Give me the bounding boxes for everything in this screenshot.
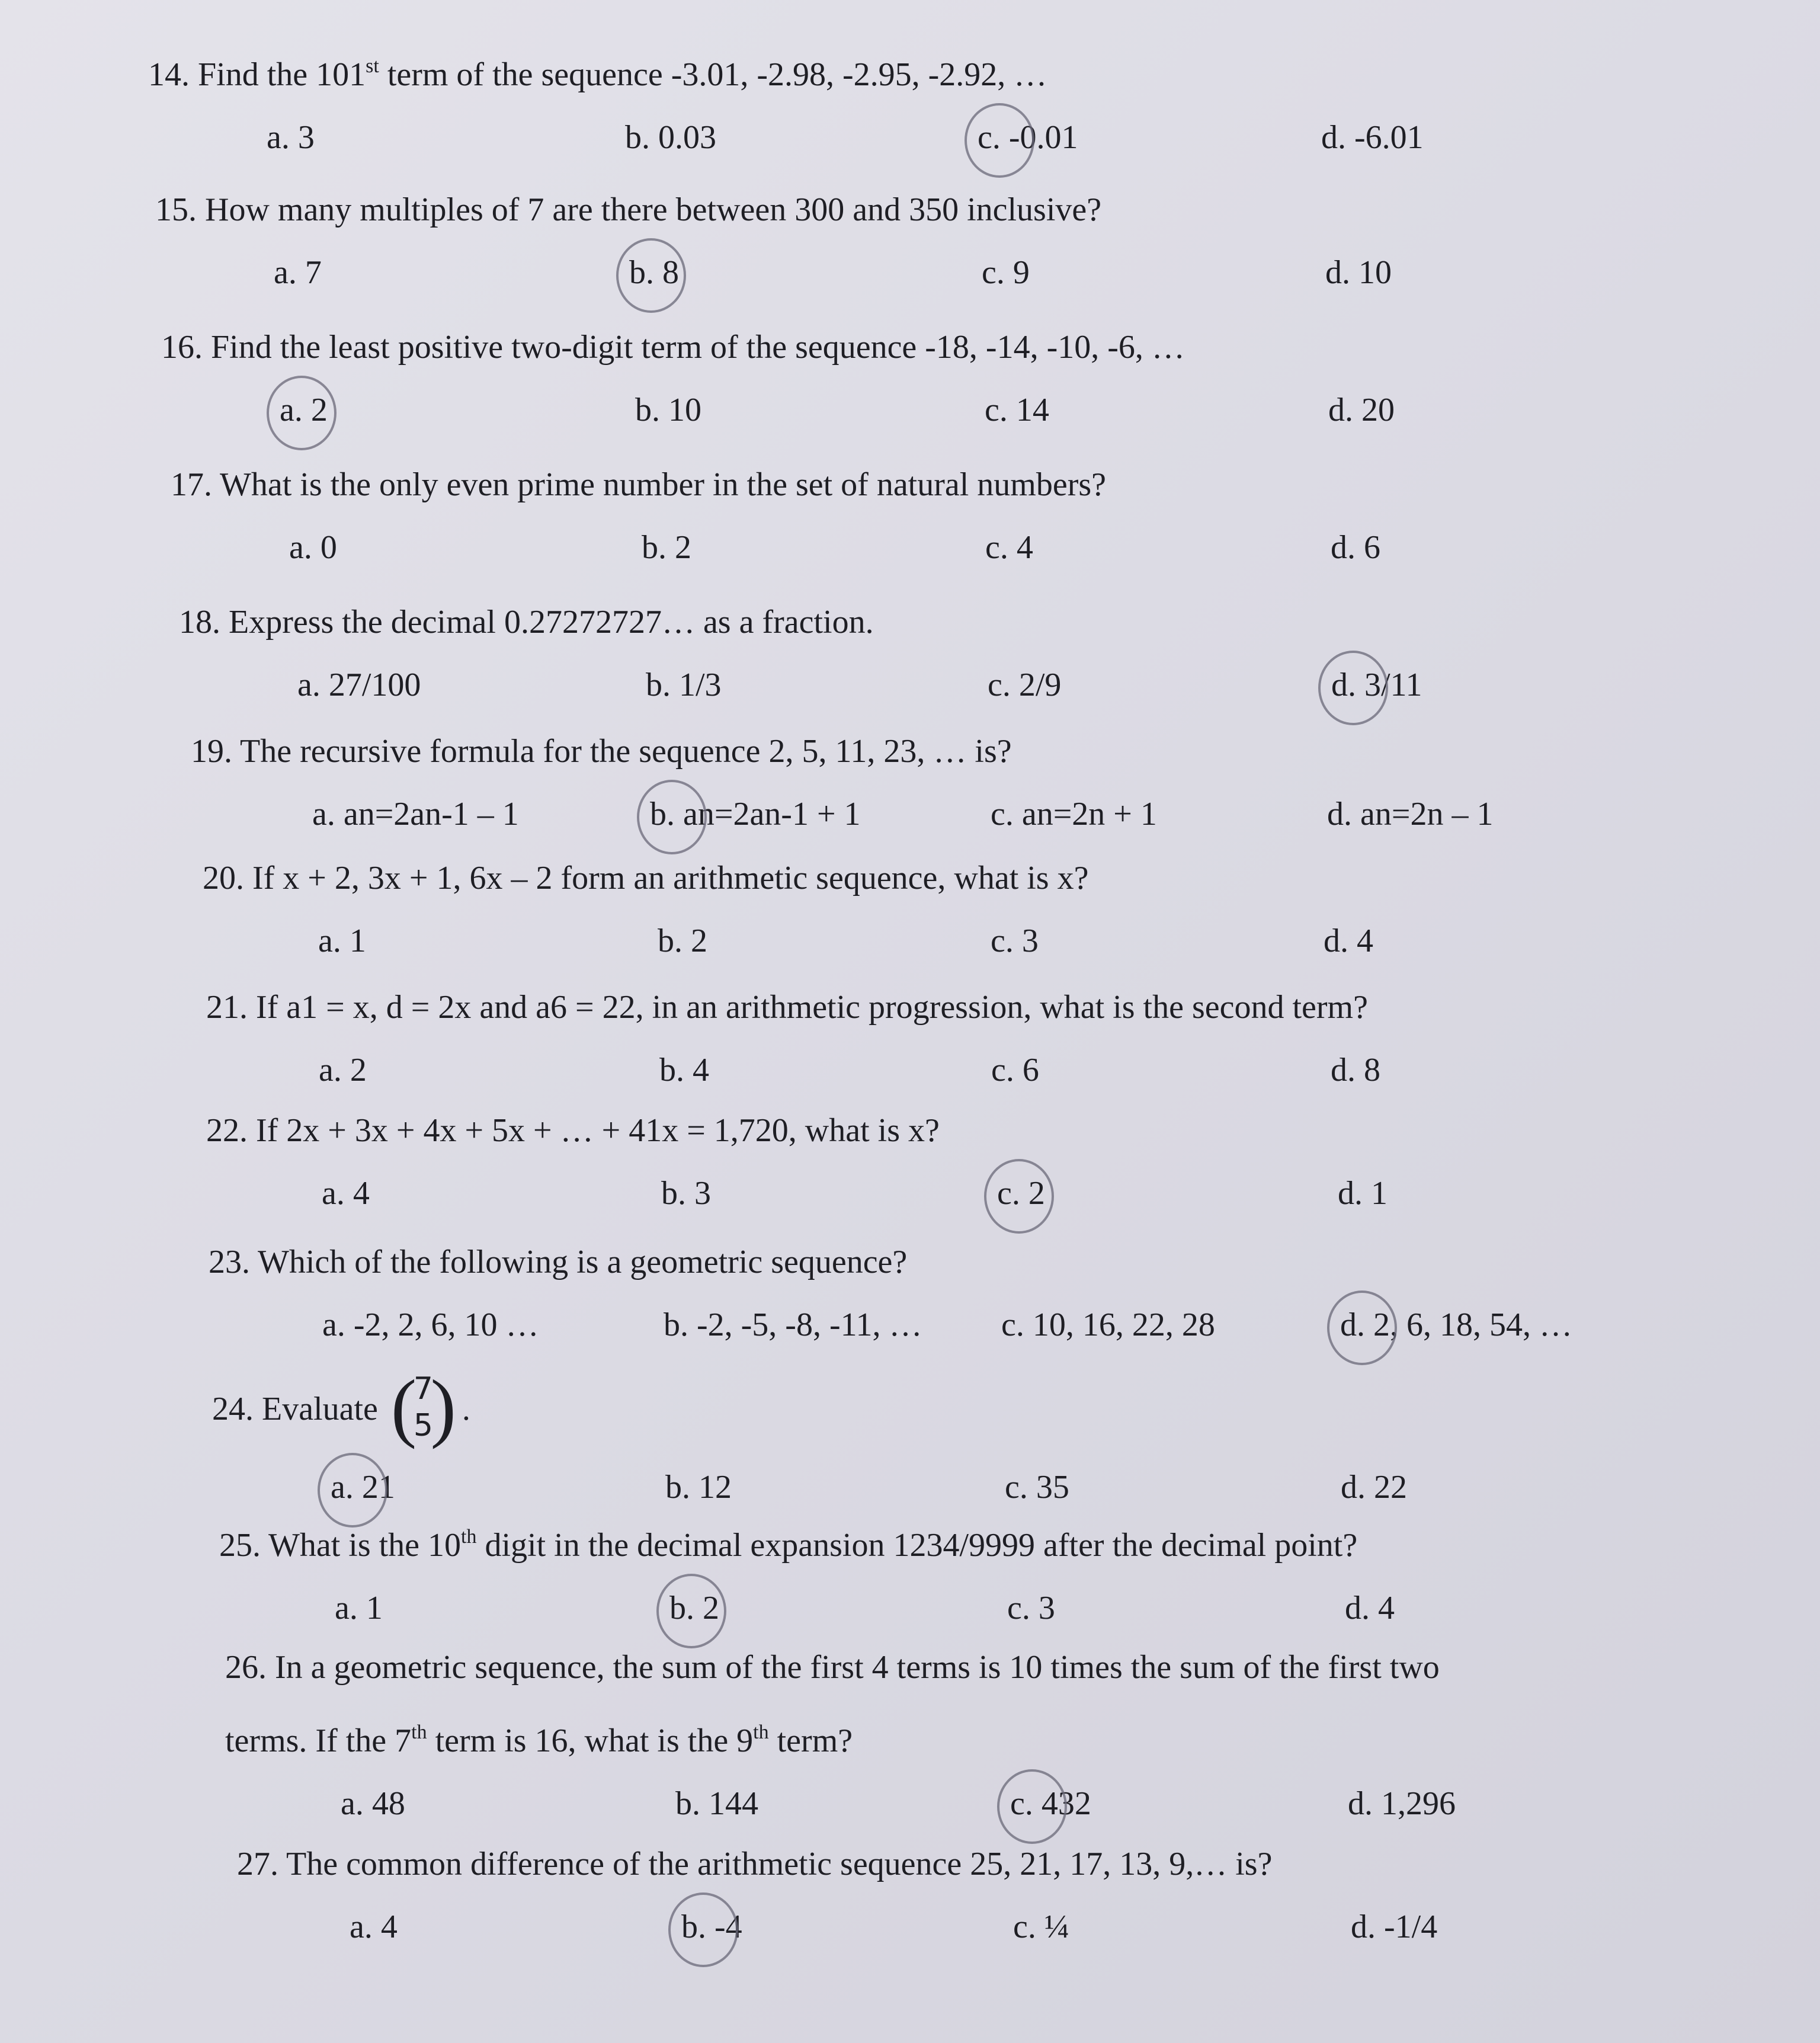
option-c[interactable]: c. 14 — [985, 392, 1049, 428]
option-b[interactable]: b. 10 — [635, 392, 701, 428]
option-c[interactable]: c. 6 — [991, 1052, 1039, 1088]
option-a[interactable]: a. 3 — [267, 119, 315, 156]
option-a[interactable]: a. 27/100 — [297, 667, 421, 703]
question-stem-line-1: 26. In a geometric sequence, the sum of the first 4 terms is 10 times the sum of the first two — [225, 1649, 1440, 1686]
question-stem: 21. If a1 = x, d = 2x and a6 = 22, in an arithmetic progression, what is the second term? — [206, 989, 1368, 1026]
option-c[interactable]: c. 3 — [1007, 1590, 1055, 1626]
option-d[interactable]: d. 4 — [1324, 923, 1373, 959]
question-27 — [237, 1847, 1702, 1955]
option-d[interactable]: d. -6.01 — [1321, 119, 1424, 156]
options-row — [148, 119, 1702, 166]
option-b[interactable]: b. 8 — [629, 254, 679, 291]
option-c[interactable]: c. 4 — [985, 529, 1033, 566]
option-d[interactable]: d. 10 — [1325, 254, 1392, 291]
options-row — [212, 1468, 1702, 1516]
question-21 — [206, 991, 1702, 1099]
options-row — [179, 666, 1702, 713]
question-16 — [161, 331, 1702, 438]
options-row — [209, 1306, 1702, 1353]
option-b[interactable]: b. 12 — [665, 1469, 732, 1506]
option-d[interactable]: d. 6 — [1331, 529, 1380, 566]
option-c[interactable]: c. 2/9 — [988, 667, 1062, 703]
option-a[interactable]: a. 4 — [322, 1175, 370, 1212]
question-stem: 14. Find the 101st term of the sequence -3.01, -2.98, -2.95, -2.92, … — [148, 55, 1047, 93]
option-d[interactable]: d. 8 — [1331, 1052, 1380, 1088]
option-b[interactable]: b. 0.03 — [625, 119, 716, 156]
option-d[interactable]: d. an=2n – 1 — [1327, 796, 1494, 832]
option-d[interactable]: d. 22 — [1341, 1469, 1407, 1506]
options-row — [225, 1785, 1702, 1832]
option-b[interactable]: b. 2 — [642, 529, 691, 566]
option-d[interactable]: d. 1 — [1338, 1175, 1388, 1212]
question-19 — [191, 735, 1702, 843]
option-a[interactable]: a. 2 — [319, 1052, 367, 1088]
question-stem: 16. Find the least positive two-digit term of the sequence -18, -14, -10, -6, … — [161, 329, 1185, 366]
option-b[interactable]: b. 4 — [659, 1052, 709, 1088]
question-14 — [148, 55, 1702, 166]
option-d[interactable]: d. 4 — [1345, 1590, 1395, 1626]
option-b[interactable]: b. an=2an-1 + 1 — [650, 796, 861, 832]
question-stem: 20. If x + 2, 3x + 1, 6x – 2 form an arithmetic sequence, what is x? — [203, 860, 1089, 896]
question-18 — [179, 606, 1702, 713]
question-24 — [212, 1365, 1702, 1516]
question-stem: 27. The common difference of the arithmetic sequence 25, 21, 17, 13, 9,… is? — [237, 1846, 1273, 1882]
option-d[interactable]: d. 20 — [1328, 392, 1395, 428]
option-a[interactable]: a. 1 — [335, 1590, 383, 1626]
option-c[interactable]: c. 10, 16, 22, 28 — [1001, 1307, 1215, 1343]
question-stem-line-2: terms. If the 7th term is 16, what is the 9th term? — [225, 1721, 853, 1759]
question-20 — [203, 862, 1702, 969]
option-c[interactable]: c. 35 — [1005, 1469, 1069, 1506]
question-stem: 15. How many multiples of 7 are there between 300 and 350 inclusive? — [155, 191, 1102, 228]
option-a[interactable]: a. an=2an-1 – 1 — [312, 796, 519, 832]
option-a[interactable]: a. -2, 2, 6, 10 … — [322, 1307, 539, 1343]
option-d[interactable]: d. 3/11 — [1331, 667, 1422, 703]
option-b[interactable]: b. 3 — [661, 1175, 711, 1212]
options-row — [171, 529, 1702, 576]
option-a[interactable]: a. 7 — [274, 254, 322, 291]
question-stem: 17. What is the only even prime number in the set of natural numbers? — [171, 466, 1107, 503]
option-c[interactable]: c. 3 — [991, 923, 1039, 959]
question-26 — [225, 1651, 1702, 1832]
options-row — [237, 1908, 1702, 1955]
option-c[interactable]: c. 432 — [1010, 1785, 1091, 1822]
question-stem: 24. Evaluate ( 7 5 ) . — [212, 1365, 470, 1450]
option-c[interactable]: c. 2 — [997, 1175, 1045, 1212]
option-c[interactable]: c. ¼ — [1013, 1908, 1069, 1945]
question-22 — [206, 1114, 1702, 1222]
option-b[interactable]: b. -2, -5, -8, -11, … — [664, 1307, 922, 1343]
options-row — [206, 1051, 1702, 1099]
question-15 — [155, 193, 1702, 301]
options-row — [219, 1589, 1702, 1637]
binomial-coefficient: ( 7 5 ) — [390, 1365, 456, 1450]
option-d[interactable]: d. 2, 6, 18, 54, … — [1340, 1307, 1572, 1343]
option-b[interactable]: b. 2 — [658, 923, 707, 959]
option-a[interactable]: a. 0 — [289, 529, 337, 566]
option-a[interactable]: a. 2 — [280, 392, 328, 428]
option-c[interactable]: c. an=2n + 1 — [991, 796, 1157, 832]
question-stem: 22. If 2x + 3x + 4x + 5x + … + 41x = 1,720, what is x? — [206, 1112, 940, 1149]
question-stem: 23. Which of the following is a geometric sequence? — [209, 1244, 908, 1280]
option-c[interactable]: c. 9 — [982, 254, 1030, 291]
question-23 — [209, 1245, 1702, 1353]
options-row — [161, 391, 1702, 438]
option-d[interactable]: d. -1/4 — [1351, 1908, 1438, 1945]
question-stem: 19. The recursive formula for the sequence 2, 5, 11, 23, … is? — [191, 733, 1012, 770]
question-stem: 25. What is the 10th digit in the decimal expansion 1234/9999 after the decimal point? — [219, 1526, 1358, 1564]
question-17 — [171, 468, 1702, 576]
question-stem: 18. Express the decimal 0.27272727… as a fraction. — [179, 604, 874, 641]
option-b[interactable]: b. 144 — [675, 1785, 758, 1822]
option-b[interactable]: b. -4 — [681, 1908, 742, 1945]
options-row — [191, 795, 1702, 843]
options-row — [206, 1174, 1702, 1222]
options-row — [203, 922, 1702, 969]
option-c[interactable]: c. -0.01 — [978, 119, 1078, 156]
option-d[interactable]: d. 1,296 — [1348, 1785, 1456, 1822]
options-row — [155, 254, 1702, 301]
option-a[interactable]: a. 21 — [331, 1469, 395, 1506]
option-b[interactable]: b. 2 — [669, 1590, 719, 1626]
option-b[interactable]: b. 1/3 — [646, 667, 722, 703]
question-25 — [219, 1526, 1702, 1637]
option-a[interactable]: a. 4 — [350, 1908, 398, 1945]
option-a[interactable]: a. 1 — [318, 923, 366, 959]
option-a[interactable]: a. 48 — [341, 1785, 405, 1822]
